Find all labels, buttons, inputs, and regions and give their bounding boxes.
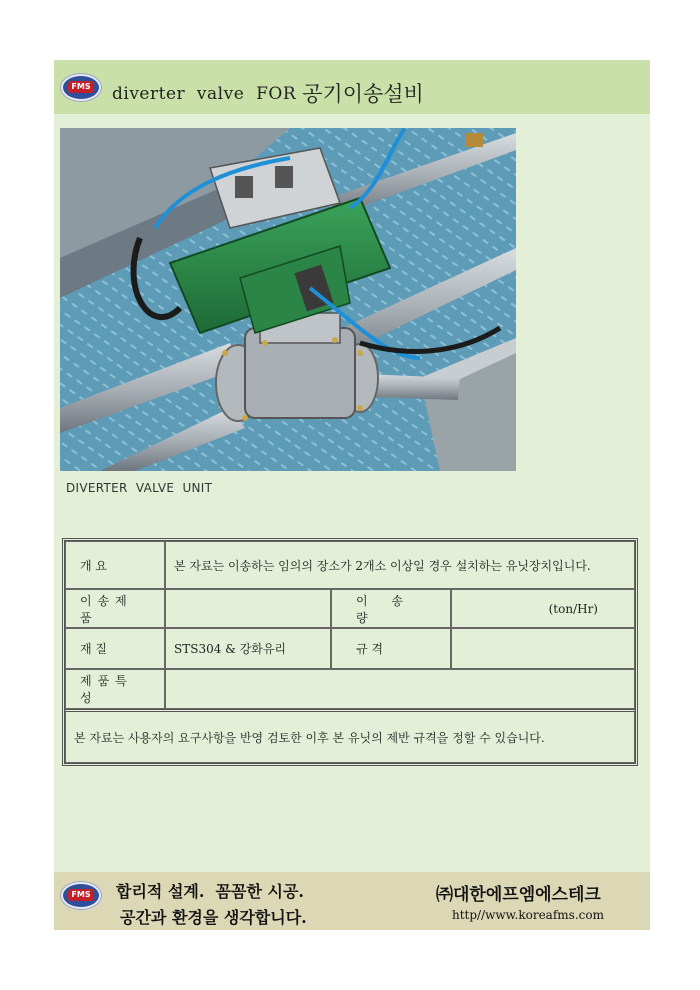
spec-table [62,538,638,766]
footer-bar [54,872,650,930]
page-title [112,76,424,106]
header-bar [54,60,650,114]
overview-label-text: 개 요 [80,558,107,573]
company-name: ㈜대한에프엠에스테크 [436,885,601,905]
company-logo-icon [60,73,102,102]
product-value [165,589,331,628]
material-label [65,628,165,669]
amount-label: 이 송 량 [331,589,451,628]
brochure-page [54,60,650,930]
overview-label [65,541,165,589]
product-label: 이송제품 [65,589,165,628]
product-photo [60,128,516,471]
footer-logo-icon [60,881,102,910]
photo-caption: DIVERTER VALVE UNIT [66,481,213,495]
spec-value [451,628,635,669]
title-english: diverter valve FOR [112,84,297,104]
overview-value: 본 자료는 이송하는 임의의 장소가 2개소 이상일 경우 설치하는 유닛장치입니다. [165,541,635,589]
title-korean: 공기이송설비 [302,82,424,106]
spec-label [331,628,451,669]
slogan-line-2: 공간과 환경을 생각합니다. [120,908,307,927]
amount-value: (ton/Hr) [451,589,635,628]
feature-label: 제품특성 [65,669,165,709]
logo-text: FMS [71,82,91,91]
material-value: STS304 & 강화유리 [165,628,331,669]
spec-label-text: 규 격 [356,642,383,656]
note-text: 본 자료는 사용자의 요구사항을 반영 검토한 이후 본 유닛의 제반 규격을 정할 수 있습니다. [65,709,635,763]
feature-value [165,669,635,709]
company-url[interactable]: http//www.koreafms.com [452,908,604,922]
material-label-text: 재 질 [80,642,107,656]
footer-logo-text: FMS [71,890,91,899]
slogan-line-1: 합리적 설계. 꼼꼼한 시공. [116,882,304,901]
